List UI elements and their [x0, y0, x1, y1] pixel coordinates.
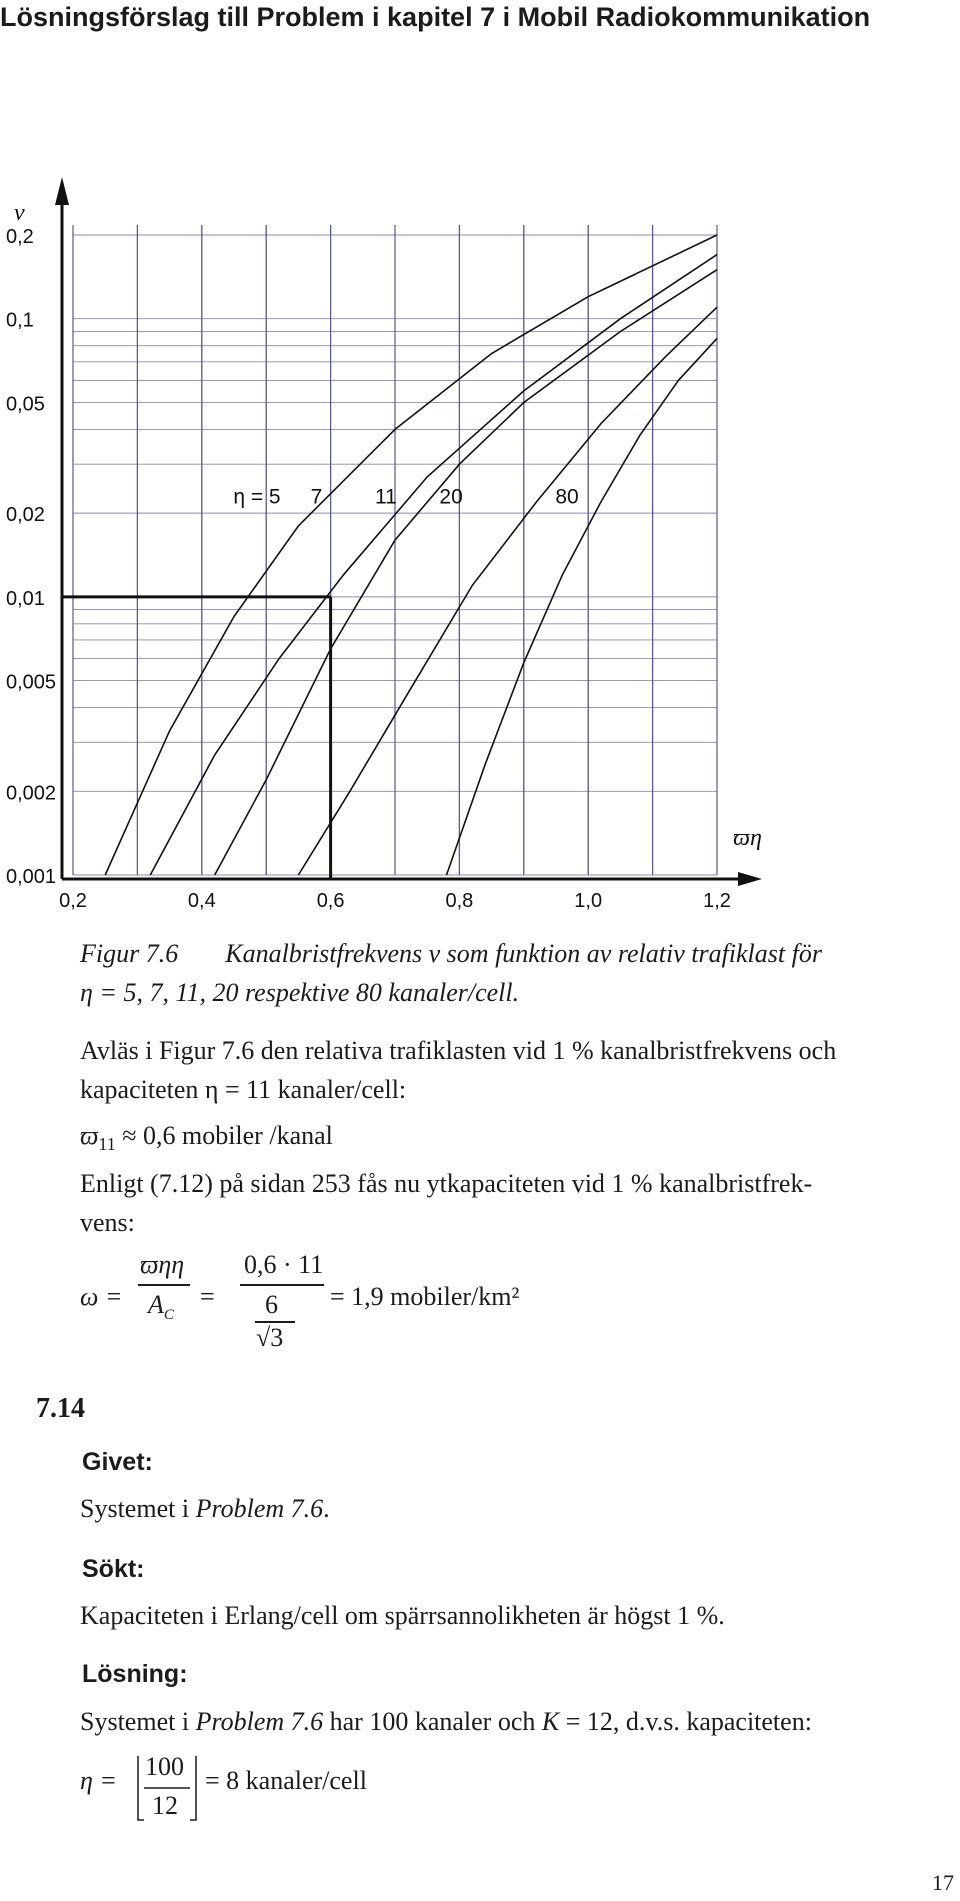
eq-num2: 0,6 · 11	[244, 1250, 324, 1279]
paragraph-1-line2: kapaciteten η = 11 kanaler/cell:	[80, 1075, 407, 1104]
series-curve	[298, 307, 717, 875]
curve-label: 80	[555, 485, 579, 509]
given-text: Systemet i Problem 7.6.	[80, 1494, 330, 1523]
eta-eq-lhs: η =	[80, 1766, 117, 1795]
y-tick-label: 0,005	[6, 671, 57, 694]
y-tick-label: 0,002	[6, 782, 57, 805]
x-tick-label: 0,4	[187, 890, 216, 912]
paragraph-2-line2: vens:	[80, 1208, 135, 1237]
eq-num1: ϖηη	[140, 1250, 185, 1279]
sought-heading: Sökt:	[82, 1555, 145, 1583]
caption-label: Figur 7.6	[80, 939, 179, 968]
eq-den2-den: √3	[256, 1323, 284, 1352]
paragraph-1-line1: Avläs i Figur 7.6 den relativa trafiklasten vid 1 % kanalbristfrekvens och	[80, 1036, 837, 1065]
solution-heading: Lösning:	[82, 1660, 188, 1688]
caption-text: Kanalbristfrekvens ν som funktion av relativ trafiklast för	[225, 939, 822, 968]
x-tick-label: 1,0	[574, 890, 603, 912]
series-curve	[150, 255, 717, 875]
approx-lhs: ϖ	[80, 1121, 99, 1150]
y-axis-label: ν	[14, 200, 25, 226]
y-tick-label: 0,01	[6, 587, 45, 610]
curve-label: 20	[439, 485, 463, 509]
eq-equals: =	[200, 1282, 215, 1311]
y-tick-label: 0,05	[6, 393, 45, 416]
eq-result: = 1,9 mobiler/km²	[330, 1282, 520, 1311]
x-tick-label: 1,2	[703, 890, 731, 912]
sought-text: Kapaciteten i Erlang/cell om spärrsannolikheten är högst 1 %.	[80, 1601, 725, 1630]
eq-fraction-line-1	[138, 1284, 190, 1286]
eq-omega: ω =	[80, 1282, 123, 1311]
x-axis-label: ϖη	[733, 825, 762, 851]
curve-label: η = 5	[233, 485, 281, 509]
y-tick-label: 0,001	[6, 866, 57, 888]
x-axis-arrow	[738, 872, 762, 886]
curve-label: 11	[375, 485, 397, 509]
page-number: 17	[932, 1870, 954, 1895]
x-tick-label: 0,2	[59, 890, 87, 912]
series-curve	[447, 338, 718, 875]
problem-number: 7.14	[36, 1393, 85, 1424]
chart	[0, 185, 800, 912]
y-axis-arrow	[55, 177, 69, 205]
y-tick-label: 0,02	[6, 504, 45, 527]
eq-den2-num: 6	[265, 1290, 278, 1319]
given-heading: Givet:	[82, 1448, 153, 1476]
x-tick-label: 0,8	[445, 890, 474, 912]
y-tick-label: 0,1	[6, 309, 34, 332]
eq-fraction-line-2	[240, 1284, 324, 1286]
approx-rhs: ≈ 0,6 mobiler /kanal	[122, 1121, 333, 1150]
y-tick-label: 0,2	[6, 226, 34, 248]
paragraph-2-line1: Enligt (7.12) på sidan 253 fås nu ytkapaciteten vid 1 % kanalbristfrek-	[80, 1169, 813, 1198]
eq-den1: $A_C$	[148, 1290, 174, 1324]
solution-text: Systemet i Problem 7.6 har 100 kanaler och K = 12, d.v.s. kapaciteten:	[80, 1707, 812, 1736]
series-curve	[215, 270, 717, 875]
caption-line2: η = 5, 7, 11, 20 respektive 80 kanaler/cell.	[80, 978, 520, 1007]
series-curve	[105, 235, 717, 875]
approx-equation	[80, 1117, 333, 1163]
eta-eq-num: 100	[145, 1752, 184, 1781]
eta-eq-den: 12	[152, 1791, 178, 1820]
eta-eq-rhs: = 8 kanaler/cell	[205, 1766, 367, 1795]
x-tick-label: 0,6	[316, 890, 345, 912]
curve-label: 7	[310, 485, 323, 509]
page-header: Lösningsförslag till Problem i kapitel 7 i Mobil Radiokommunikation	[0, 2, 871, 32]
figure-caption	[80, 935, 822, 973]
approx-sub: 11	[98, 1134, 116, 1155]
